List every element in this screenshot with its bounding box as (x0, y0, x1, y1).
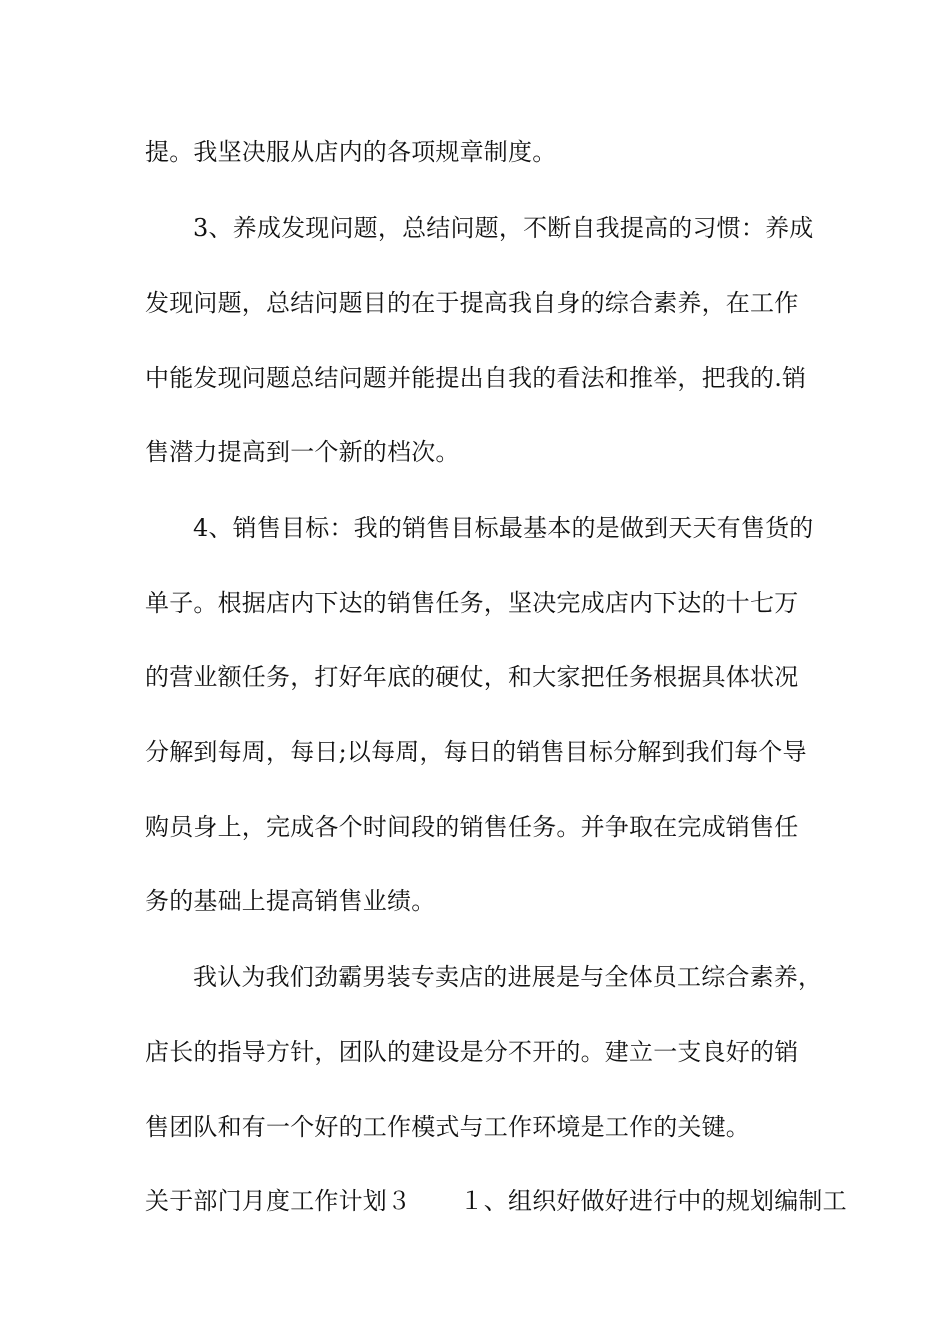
text-line: 4、销售目标：我的销售目标最基本的是做到天天有售货的 (193, 514, 814, 542)
text-line: 店长的指导方针，团队的建设是分不开的。建立一支良好的销 (145, 1038, 799, 1066)
text-line: 我认为我们劲霸男装专卖店的进展是与全体员工综合素养， (193, 963, 823, 991)
text-line: 务的基础上提高销售业绩。 (145, 887, 436, 915)
text-line: 提。我坚决服从店内的各项规章制度。 (145, 138, 557, 166)
text-line: 售潜力提高到一个新的档次。 (145, 438, 460, 466)
text-line: 单子。根据店内下达的销售任务，坚决完成店内下达的十七万 (145, 589, 799, 617)
text-line: 分解到每周，每日;以每周，每日的销售目标分解到我们每个导 (145, 738, 807, 766)
text-line: 售团队和有一个好的工作模式与工作环境是工作的关键。 (145, 1113, 750, 1141)
section-heading-line: 关于部门月度工作计划３ １、组织好做好进行中的规划编制工 (145, 1187, 847, 1215)
text-line: 的营业额任务，打好年底的硬仗，和大家把任务根据具体状况 (145, 663, 799, 691)
text-line: 购员身上，完成各个时间段的销售任务。并争取在完成销售任 (145, 813, 799, 841)
text-line: 中能发现问题总结问题并能提出自我的看法和推举，把我的.销 (145, 364, 807, 392)
text-line: 发现问题，总结问题目的在于提高我自身的综合素养，在工作 (145, 289, 799, 317)
text-line: 3、养成发现问题，总结问题，不断自我提高的习惯：养成 (193, 214, 814, 242)
